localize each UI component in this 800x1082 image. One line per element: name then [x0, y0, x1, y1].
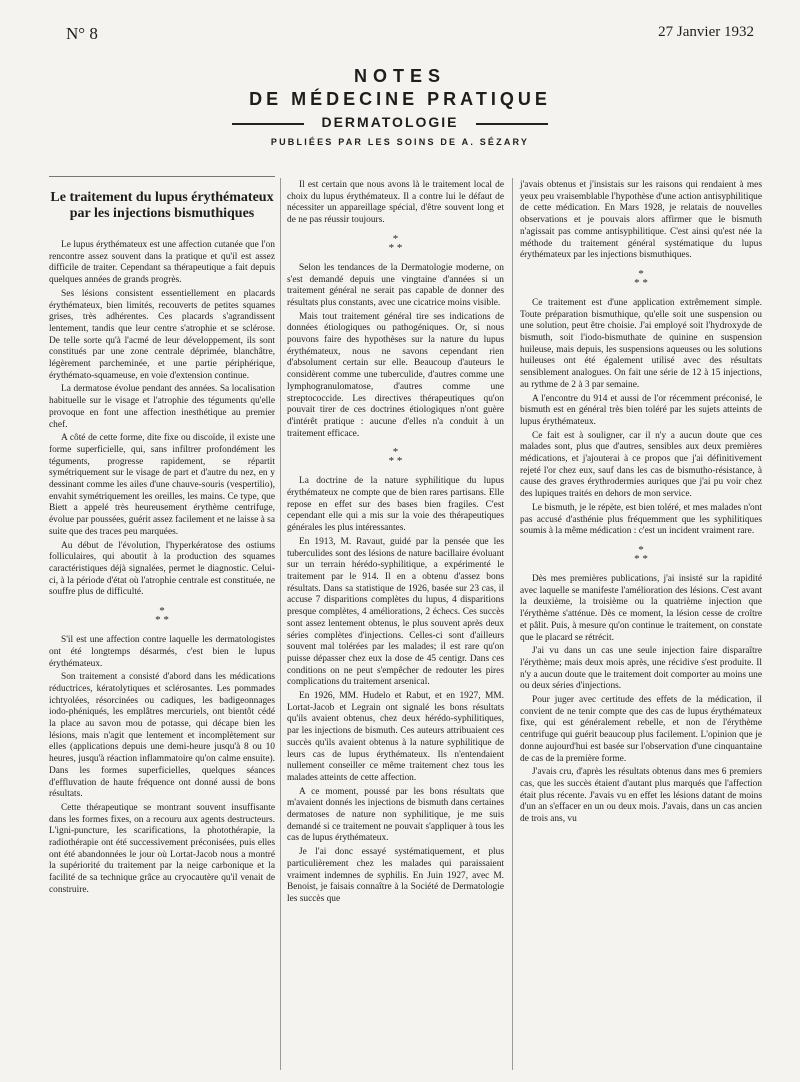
column-2 — [287, 180, 504, 908]
paragraph: Le bismuth, je le répète, est bien toléré, et mes malades n'ont pas accusé d'asthénie plus fréquemment que les syphilitiques soumis à la même médication : c'est un incident vraiment rare. — [520, 502, 762, 537]
paragraph: S'il est une affection contre laquelle les dermatologistes ont été longtemps désarmés, c'est bien le lupus érythémateux. — [49, 635, 275, 669]
paragraph: Pour juger avec certitude des effets de la médication, il convient de ne tenir compte que des cas de lupus érythémateux fixe, qui est généralement rebelle, et non de l'érythème centrifuge qui guérit beaucoup plus facilement. L'opinion que je donne aujourd'hui est basée sur l'observation d'une cinquantaine de cas de la première forme. — [520, 695, 762, 764]
column-divider — [280, 178, 281, 1070]
paragraph: Ce traitement est d'une application extrêmement simple. Toute préparation bismuthique, qu'elle soit une suspension ou une solution, peut être choisie. J'ai employé soit l'hydroxyde de bismuth, soit l'iodo-bismuthate de quinine en suspension huileuse, mais depuis, les suspensions aqueuses ou les solutions huileuses ont été également utilisé avec des résultats sensiblement analogues. On fait une série de 12 à 15 injections, au rythme de 2 à 3 par semaine. — [520, 297, 762, 390]
section-separator-stars: * * * — [388, 232, 403, 254]
section-separator-stars: * * * — [634, 267, 648, 289]
paragraph: La doctrine de la nature syphilitique du lupus érythémateux ne compte que de bien rares partisans. Elle repose en effet sur des bases bien fragiles. C'est cependant elle qui a mis sur la voie des thérapeutiques générales les plus intéressantes. — [287, 476, 504, 534]
paragraph: J'avais cru, d'après les résultats obtenus dans mes 6 premiers cas, que les succès étaient d'autant plus marqués que l'affection était plus récente. J'avais vu en effet les lésions datant de moins d'un an s'effacer en un ou deux mois. J'avais, dans un cas ancien de trois ans, vu — [520, 767, 762, 825]
section-title-dermatologie: DERMATOLOGIE — [321, 114, 459, 130]
paragraph: En 1913, M. Ravaut, guidé par la pensée que les tuberculides sont des lésions de nature bacillaire évoluant sur un terrain hérédo-syphilitique, a expérimenté le traitement par le 914. Il en a obtenu d'assez bons résultats. Dans sa statistique de 1926, basée sur 23 cas, il accuse 7 disparitions complètes du lupus, 4 disparitions presque complètes, 4 améliorations, 2 échecs. Ces succès sont assez lentement obtenus, le plus souvent après deux séries complètes d'injections. Celles-ci sont d'ailleurs souvent mal tolérées par les malades; il est rare qu'on puisse dépasser chez eux la dose de 45 centigr. Dans ces conditions on ne peut s'empêcher de redouter les pires complications du traitement arsenical. — [287, 536, 504, 688]
section-byline: PUBLIÉES PAR LES SOINS DE A. SÉZARY — [270, 137, 530, 147]
paragraph: Son traitement a consisté d'abord dans les médications réductrices, kératolytiques et sclérosantes. Les pommades ichtyolées, résorcinées ou cadiques, les badigeonnages iodo-phéniqués, les emplâtres mercuriels, ont bientôt cédé la place au savon mou de potasse, qui décape bien les lésions, mais n'agit que lentement et incomplètement sur elles (applications depuis une demi-heure jusqu'à 8 ou 10 heures, jusqu'à réaction inflammatoire qu'on calme ensuite). Dans les formes superficielles, quelques séances d'effluvation de haute fréquence ont donné aussi de bons résultats. — [49, 672, 275, 800]
paragraph: La dermatose évolue pendant des années. Sa localisation habituelle sur le visage et l'atrophie des téguments qu'elle provoque en font une affection inesthétique au premier chef. — [49, 384, 275, 430]
paragraph: Au début de l'évolution, l'hyperkératose des ostiums folliculaires, qui aboutit à la production des squames caractéristiques déjà signalées, permet le diagnostic. Celui-ci, à la période d'état où l'atrophie centrale est constituée, ne souffre plus de difficulté. — [49, 540, 275, 598]
paragraph: Dès mes premières publications, j'ai insisté sur la rapidité avec laquelle se manifeste l'amélioration des lésions. C'est avant la deuxième, la troisième ou la quatrième injection que l'érythème s'atténue. Dès ce moment, la lésion cesse de croître et pâlit. Puis, à mesure qu'on continue le traitement, on constate que le placard se rétrécit. — [520, 573, 762, 643]
paragraph: Selon les tendances de la Dermatologie moderne, on s'est demandé depuis une vingtaine d'années si un traitement général ne serait pas capable de donner des résultats plus constants, avec une cicatrice moins visible. — [287, 262, 504, 308]
paragraph: J'ai vu dans un cas une seule injection faire disparaître l'érythème; mais deux mois après, une récidive s'est produite. Il n'y a aucun doute que le traitement doit comporter au moins une ou deux séries d'injections. — [520, 646, 762, 692]
paragraph: Il est certain que nous avons là le traitement local de choix du lupus érythémateux. Il a contre lui le défaut de nécessiter un appareillage spécial, d'être souvent long et de ne pas réussir toujours. — [287, 180, 504, 226]
paragraph: j'avais obtenus et j'insistais sur les raisons qui rendaient à mes yeux peu vraisemblable l'hypothèse d'une action antisyphilitique de cette médication. En Mars 1928, je relatais de nouvelles observations et je pouvais alors affirmer que le bismuth n'agissait pas comme antisyphilitique. C'est ainsi qu'est née la méthode du traitement général systématique du lupus érythémateux par les injections bismuthiques. — [520, 180, 762, 261]
paragraph: En 1926, MM. Hudelo et Rabut, et en 1927, MM. Lortat-Jacob et Legrain ont signalé les bons résultats qu'ils avaient obtenus, chez deux hérédo-syphilitiques, par les injections de bismuth. Ces auteurs attribuaient ces succès qu'ils avaient obtenus à la nature syphilitique de leurs cas de lupus érythémateux. Ils n'entendaient nullement conseiller ce même traitement chez tous les malades atteints de cette affection. — [287, 691, 504, 783]
paragraph: Mais tout traitement général tire ses indications de données étiologiques ou pathogéniques. Or, si nous pouvons faire des hypothèses sur la nature du lupus érythémateux, nous ne savons cependant rien d'absolument certain sur elle. Beaucoup d'auteurs le considèrent comme une tuberculide, d'autres comme une lymphogranulomatose, d'autres comme une streptococcide. Les directives thérapeutiques qu'on pouvait tirer de ces doctrines étiologiques n'ont guère d'intérêt pratique : aucune d'elles n'a conduit à un traitement efficace. — [287, 311, 504, 439]
article-top-rule — [49, 176, 275, 177]
section-title-medecine: DE MÉDECINE PRATIQUE — [249, 89, 551, 109]
section-title-notes: NOTES — [353, 66, 446, 86]
column-divider — [512, 178, 513, 1070]
issue-date: 27 Janvier 1932 — [658, 24, 754, 40]
column-3 — [520, 180, 762, 828]
section-separator-stars: * * * — [155, 605, 169, 627]
rubric-rule-right — [476, 123, 548, 125]
paragraph: A côté de cette forme, dite fixe ou discoïde, il existe une forme superficielle, qui, sans infiltrer profondément les téguments, progresse rapidement, se répartit symétriquement sur le visage de part et d'autre du nez, en y dessinant comme les ailes d'une chauve-souris (vespertilio), envahit symétriquement les oreilles, les mains. Ce type, que Biett a appelé très heureusement érythème centrifuge, évolue par poussées, guérit assez facilement et ne laisse à sa suite que des traces peu marquées. — [49, 433, 275, 537]
issue-number: N° 8 — [66, 24, 98, 43]
paragraph: Le lupus érythémateux est une affection cutanée que l'on rencontre assez souvent dans la pratique et qu'il est assez difficile de traiter. Cependant sa thérapeutique a fait depuis quelques années de grands progrès. — [49, 240, 275, 286]
section-separator-stars: * * * — [388, 446, 403, 468]
paragraph: Ce fait est à souligner, car il n'y a aucun doute que ces malades sont, plus que d'autres, sensibles aux deux premières médications, et j'ajouterai à ce propos que j'ai définitivement rejeté l'or chez eux, sauf dans les cas de bismutho-résistance, à cause des graves érythrodermies auriques que j'ai pu voir chez des lupiques traités en dehors de mon service. — [520, 430, 762, 500]
paragraph: Cette thérapeutique se montrant souvent insuffisante dans les formes fixes, on a recouru aux agents destructeurs. L'igni-puncture, les scarifications, la photothérapie, la radiothérapie ont été successivement préconisées, puis elles ont été abandonnées le jour où Lortat-Jacob nous a montré la supériorité du traitement par la neige carbonique et la facilité de sa technique grâce au cryocautère qu'il venait de construire. — [49, 802, 275, 895]
section-separator-stars: * * * — [634, 543, 648, 565]
article-title: Le traitement du lupus érythémateux par les injections bismuthiques — [50, 190, 274, 221]
column-1 — [49, 180, 275, 899]
paragraph: A ce moment, poussé par les bons résultats que m'avaient donnés les injections de bismuth dans certaines dermatoses de nature non syphilitique, je me suis demandé si ce traitement ne pouvait s'appliquer à tous les cas de lupus érythémateux. — [287, 786, 504, 844]
paragraph: Je l'ai donc essayé systématiquement, et plus particulièrement chez les malades qui paraissaient vraiment indemnes de syphilis. En Juin 1927, avec M. Benoist, je faisais connaître à la Société de Dermatologie les succès que — [287, 847, 504, 904]
paragraph: Ses lésions consistent essentiellement en placards érythémateux, bien limités, recouverts de petites squames grises, très adhérentes. Ces placards s'agrandissent lentement, tandis que leur centre s'atrophie et se sclérose. De telle sorte qu'à l'acmé de leur développement, ils sont constitués par une zone centrale déprimée, blanchâtre, légèrement parcheminée, et une partie périphérique, érythémato-squameuse, en voie d'extension continue. — [49, 288, 275, 381]
section-rubric — [232, 114, 548, 134]
paragraph: A l'encontre du 914 et aussi de l'or récemment préconisé, le bismuth est en général très bien toléré par les sujets atteints de lupus érythémateux. — [520, 393, 762, 427]
